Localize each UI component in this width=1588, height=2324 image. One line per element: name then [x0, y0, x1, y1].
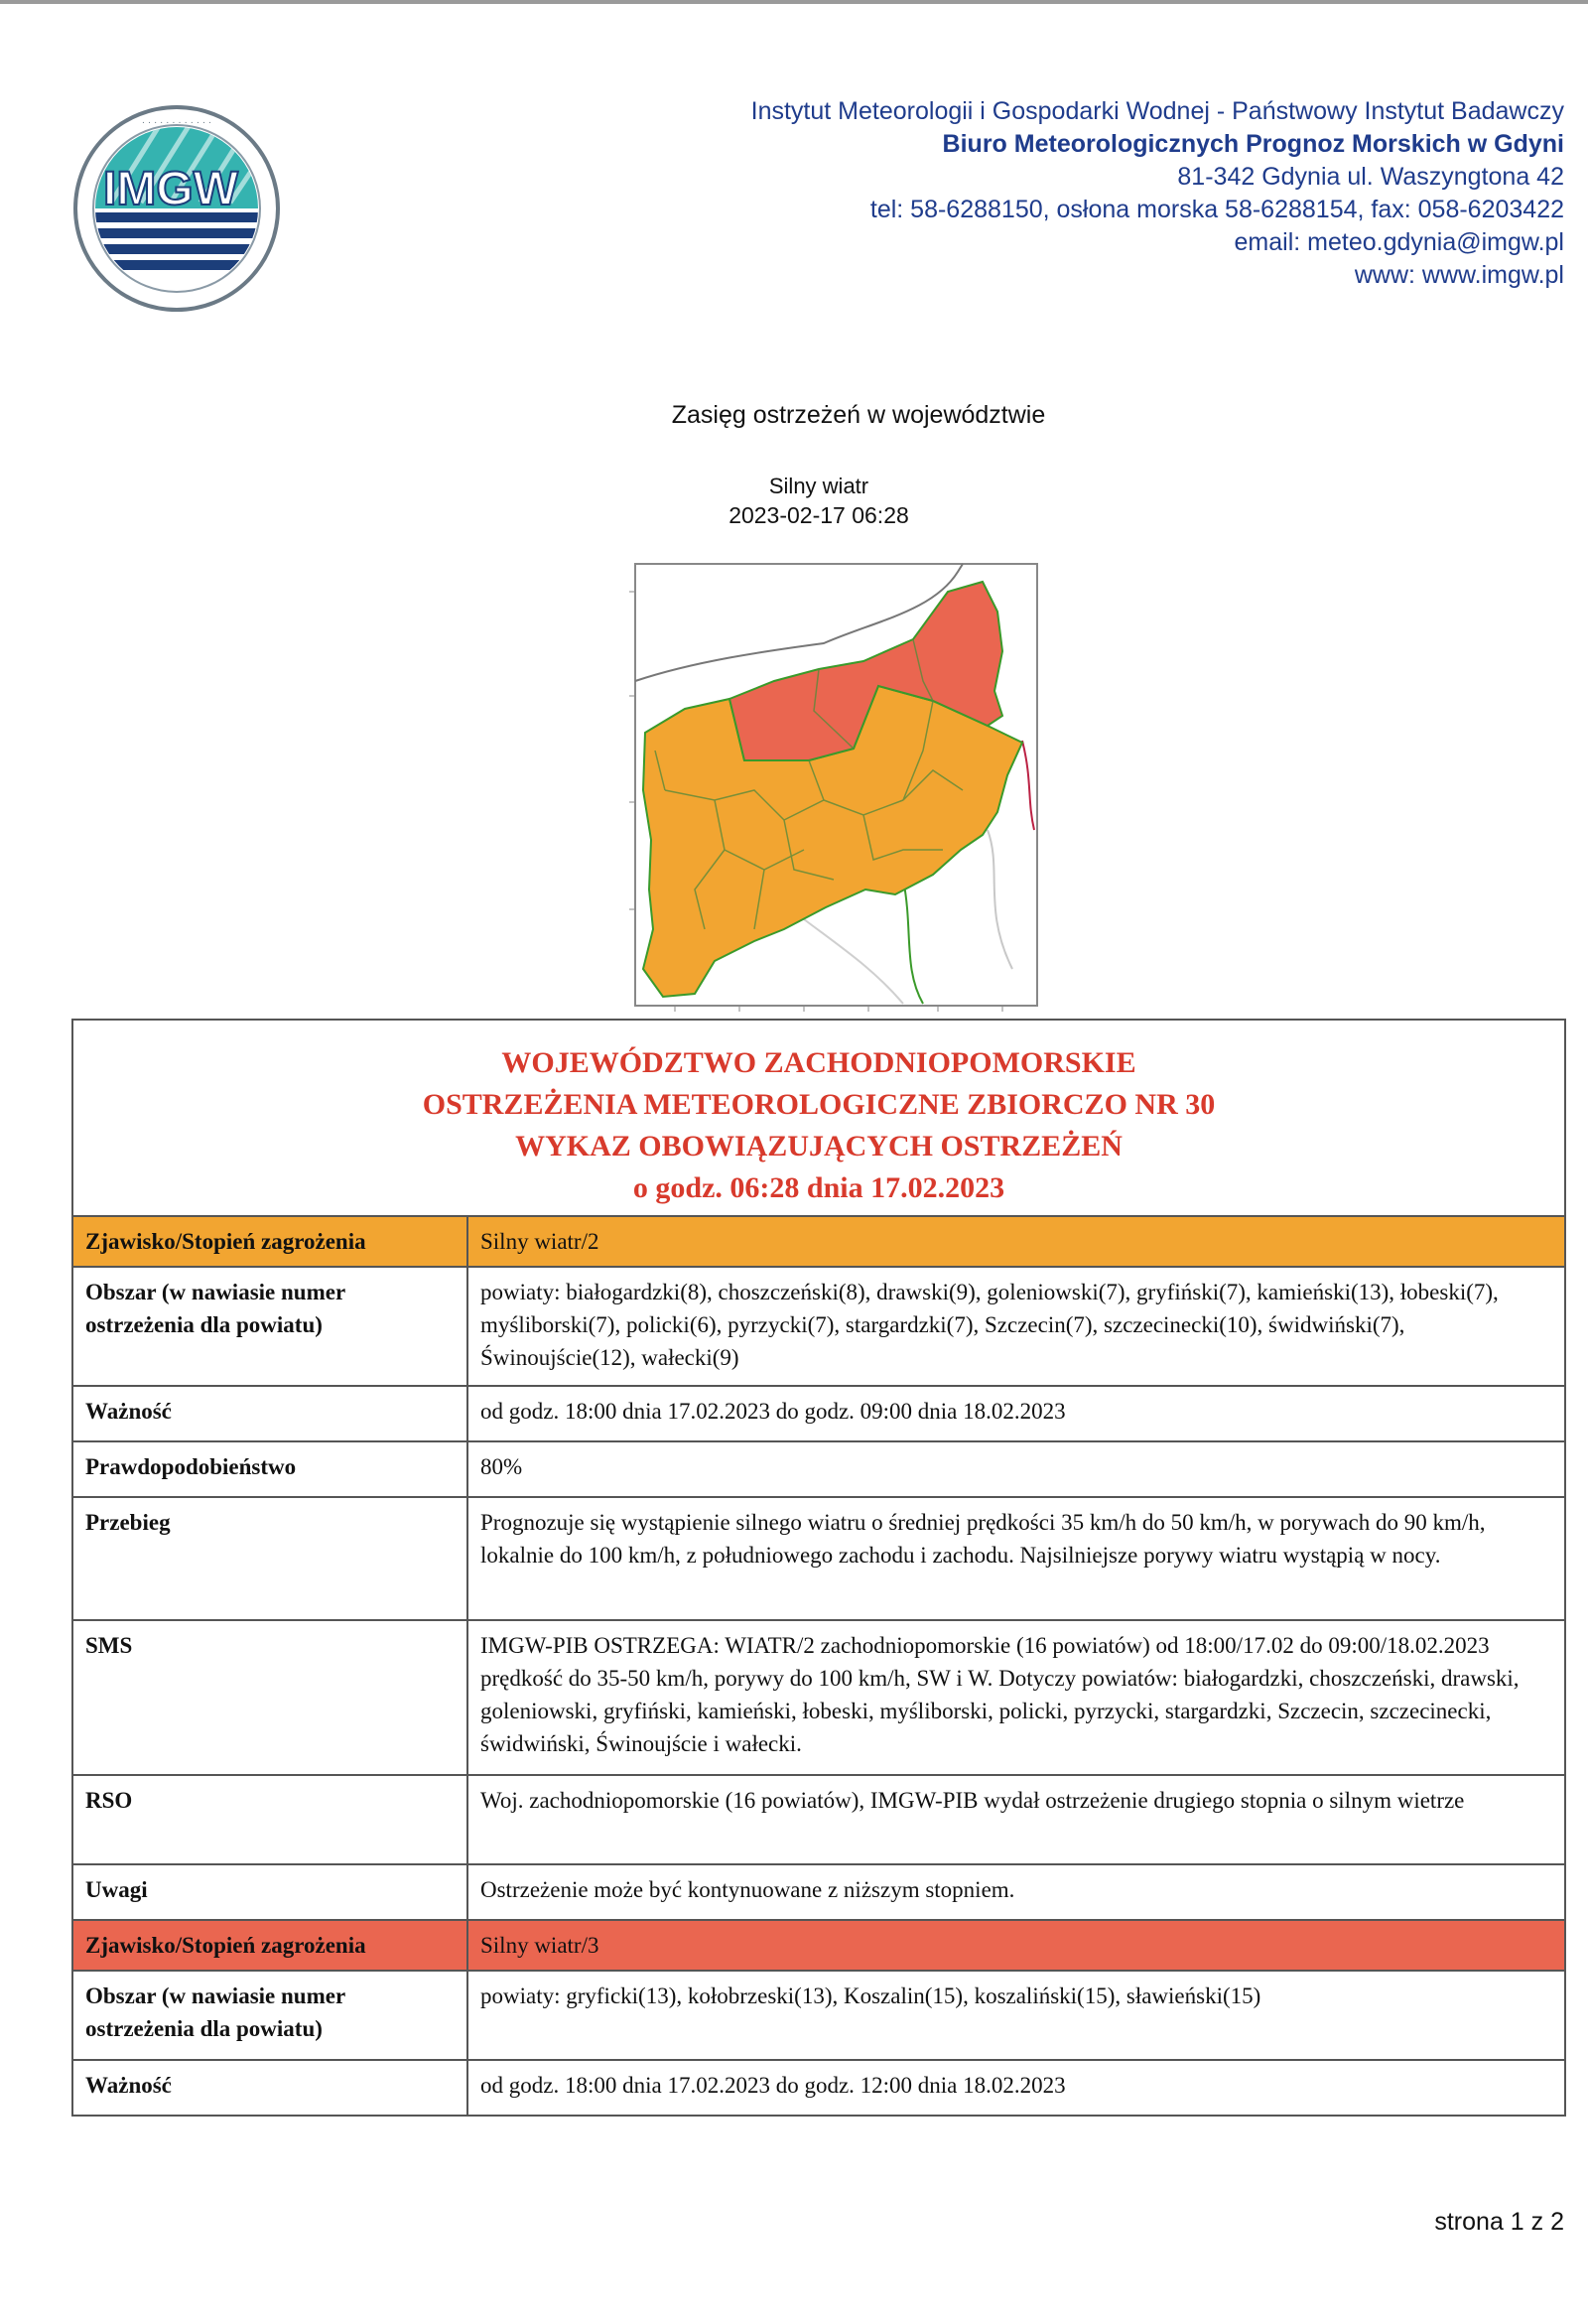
email: email: meteo.gdynia@imgw.pl	[1234, 228, 1564, 256]
warning1-notes-row	[72, 1864, 1565, 1920]
warning1-phenomenon-label: Zjawisko/Stopień zagrożenia	[72, 1216, 467, 1267]
title-line-warnings-number: OSTRZEŻENIA METEOROLOGICZNE ZBIORCZO NR 30	[422, 1088, 1216, 1121]
warning2-area-value: powiaty: gryficki(13), kołobrzeski(13), Koszalin(15), koszaliński(15), sławieński(15)	[467, 1971, 1565, 2060]
warning1-phenomenon-row	[72, 1216, 1565, 1267]
warning1-notes-value: Ostrzeżenie może być kontynuowane z niższym stopniem.	[467, 1864, 1565, 1920]
bureau-name: Biuro Meteorologicznych Prognoz Morskich w Gdyni	[942, 130, 1564, 158]
top-border	[0, 0, 1588, 4]
warning2-area-row	[72, 1971, 1565, 2060]
warning1-course-row	[72, 1497, 1565, 1620]
warning2-phenomenon-label: Zjawisko/Stopień zagrożenia	[72, 1920, 467, 1971]
phones: tel: 58-6288150, osłona morska 58-6288154, fax: 058-6203422	[869, 196, 1564, 223]
warning1-probability-row	[72, 1441, 1565, 1497]
page-number: strona 1 z 2	[1434, 2208, 1564, 2236]
warning1-phenomenon-value: Silny wiatr/2	[467, 1216, 1565, 1267]
logo-text: IMGW	[103, 163, 238, 215]
warning1-area-row	[72, 1267, 1565, 1386]
range-title: Zasięg ostrzeżeń w województwie	[671, 401, 1046, 429]
warning1-probability-value: 80%	[467, 1441, 1565, 1497]
warning1-validity-row	[72, 1386, 1565, 1441]
warning2-validity-row	[72, 2060, 1565, 2116]
title-line-list: WYKAZ OBOWIĄZUJĄCYCH OSTRZEŻEŃ	[515, 1130, 1123, 1162]
warning1-rso-row	[72, 1775, 1565, 1864]
warning1-probability-label: Prawdopodobieństwo	[72, 1441, 467, 1497]
warning2-area-label: Obszar (w nawiasie numer ostrzeżenia dla powiatu)	[72, 1971, 467, 2060]
warning1-notes-label: Uwagi	[72, 1864, 467, 1920]
warning1-validity-label: Ważność	[72, 1386, 467, 1441]
phenomenon-title: Silny wiatr	[768, 474, 869, 498]
institution-header	[751, 95, 1564, 292]
warning1-course-value: Prognozuje się wystąpienie silnego wiatru o średniej prędkości 35 km/h do 50 km/h, w porywach do 90 km/h, lokalnie do 100 km/h, z południowego zachodu i zachodu. Najsilniejsze porywy wiatru wystąpią w nocy.	[467, 1497, 1565, 1620]
svg-text:· · · · · · · · · · · ·: · · · · · · · · · · · ·	[141, 117, 212, 128]
website: www: www.imgw.pl	[1354, 261, 1564, 289]
warning1-sms-row	[72, 1620, 1565, 1775]
warning1-rso-label: RSO	[72, 1775, 467, 1864]
institute-name: Instytut Meteorologii i Gospodarki Wodnej - Państwowy Instytut Badawczy	[750, 97, 1564, 125]
issue-datetime: 2023-02-17 06:28	[728, 502, 909, 528]
warning1-sms-label: SMS	[72, 1620, 467, 1775]
title-line-time: o godz. 06:28 dnia 17.02.2023	[632, 1171, 1005, 1204]
warning2-phenomenon-value: Silny wiatr/3	[467, 1920, 1565, 1971]
warnings-table	[71, 1019, 1566, 2117]
warning1-sms-value: IMGW-PIB OSTRZEGA: WIATR/2 zachodniopomorskie (16 powiatów) od 18:00/17.02 do 09:00/18.02.2023 prędkość do 35-50 km/h, porywy do 100 km/h, SW i W. Dotyczy powiatów: białogardzki, choszczeński, drawski, goleniowski, gryfiński, kamieński, łobeski, myśliborski, policki, pyrzycki, stargardzki, Szczecin, szczecinecki, świdwiński, Świnoujście i wałecki.	[467, 1620, 1565, 1775]
warning-map	[605, 552, 1052, 1019]
warning1-area-value: powiaty: białogardzki(8), choszczeński(8), drawski(9), goleniowski(7), gryfiński(7), kamieński(13), łobeski(7), myśliborski(7), policki(6), pyrzycki(7), stargardzki(7), Szczecin(7), szczecinecki(10), świdwiński(7), Świnoujście(12), wałecki(9)	[467, 1267, 1565, 1386]
warning1-validity-value: od godz. 18:00 dnia 17.02.2023 do godz. 09:00 dnia 18.02.2023	[467, 1386, 1565, 1441]
imgw-logo	[71, 103, 282, 314]
warning2-validity-value: od godz. 18:00 dnia 17.02.2023 do godz. 12:00 dnia 18.02.2023	[467, 2060, 1565, 2116]
table-title	[72, 1020, 1565, 1216]
warning1-course-label: Przebieg	[72, 1497, 467, 1620]
address: 81-342 Gdynia ul. Waszyngtona 42	[1177, 163, 1564, 191]
title-line-voivodeship: WOJEWÓDZTWO ZACHODNIOPOMORSKIE	[501, 1046, 1136, 1079]
warning1-rso-value: Woj. zachodniopomorskie (16 powiatów), IMGW-PIB wydał ostrzeżenie drugiego stopnia o silnym wietrze	[467, 1775, 1565, 1864]
warning2-phenomenon-row	[72, 1920, 1565, 1971]
warning2-validity-label: Ważność	[72, 2060, 467, 2116]
warning1-area-label: Obszar (w nawiasie numer ostrzeżenia dla powiatu)	[72, 1267, 467, 1386]
